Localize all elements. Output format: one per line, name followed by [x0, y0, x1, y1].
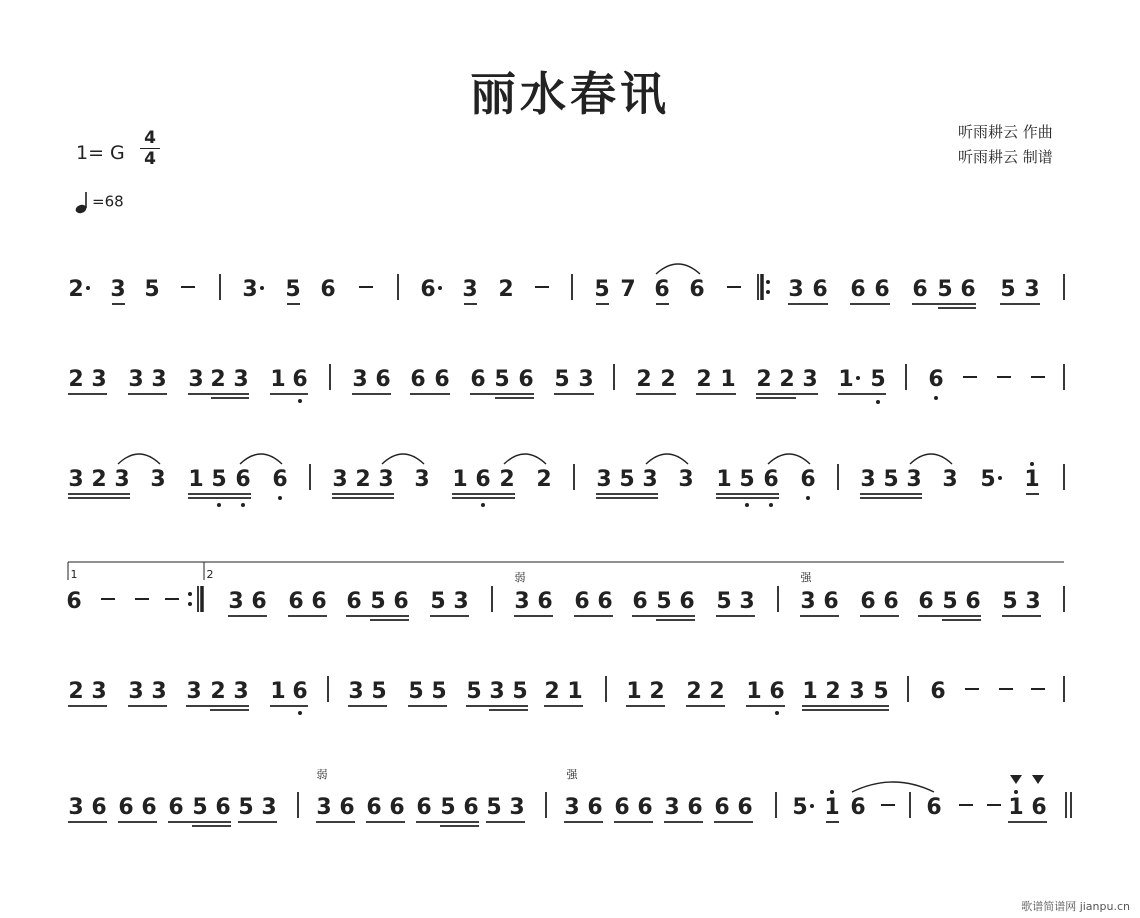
- note: 5: [370, 589, 386, 614]
- note: 3: [233, 367, 249, 392]
- note: 6: [292, 367, 308, 392]
- note: 6: [288, 589, 304, 614]
- augmentation-dot: [810, 804, 814, 808]
- note: 6: [91, 795, 107, 820]
- composer: 听雨耕云 作曲: [958, 123, 1053, 141]
- note: 6: [463, 795, 479, 820]
- note: 6: [235, 467, 251, 492]
- note: 5: [430, 589, 446, 614]
- note: 1: [452, 467, 468, 492]
- augmentation-dot: [998, 476, 1002, 480]
- note: 6: [470, 367, 486, 392]
- note: 6: [763, 467, 779, 492]
- note: 3: [150, 467, 166, 492]
- note: 3: [514, 589, 530, 614]
- note: 6: [632, 589, 648, 614]
- note: 2: [68, 679, 84, 704]
- note: 2: [68, 367, 84, 392]
- note: 3: [242, 277, 258, 302]
- note: 5: [656, 589, 672, 614]
- octave-dot: [806, 496, 810, 500]
- note: 5: [408, 679, 424, 704]
- note: 3: [802, 367, 818, 392]
- note: 6: [574, 589, 590, 614]
- octave-dot: [745, 503, 749, 507]
- octave-dot: [1014, 790, 1018, 794]
- note: 6: [518, 367, 534, 392]
- note: 6: [311, 589, 327, 614]
- note: 5: [619, 467, 635, 492]
- octave-dot: [775, 711, 779, 715]
- note: 5: [883, 467, 899, 492]
- note: 3: [188, 367, 204, 392]
- note: 1: [270, 679, 286, 704]
- note: 1: [824, 795, 840, 820]
- slur: [504, 454, 546, 464]
- note: 2: [498, 277, 514, 302]
- note: 6: [614, 795, 630, 820]
- note: 3: [596, 467, 612, 492]
- note: 3: [906, 467, 922, 492]
- note: 2: [756, 367, 772, 392]
- note: 6: [118, 795, 134, 820]
- note: 6: [366, 795, 382, 820]
- note: 6: [714, 795, 730, 820]
- note: 6: [346, 589, 362, 614]
- note: 6: [965, 589, 981, 614]
- note: 3: [453, 589, 469, 614]
- note: 5: [285, 277, 301, 302]
- note: 1: [746, 679, 762, 704]
- note: 2: [210, 367, 226, 392]
- note: 3: [664, 795, 680, 820]
- note: 5: [554, 367, 570, 392]
- time-numerator: 4: [144, 128, 156, 148]
- note: 2: [825, 679, 841, 704]
- note: 6: [769, 679, 785, 704]
- note: 1: [270, 367, 286, 392]
- slur: [910, 454, 952, 464]
- note: 3: [151, 367, 167, 392]
- slur: [118, 454, 160, 464]
- note: 5: [937, 277, 953, 302]
- note: 6: [251, 589, 267, 614]
- note: 3: [849, 679, 865, 704]
- note: 5: [486, 795, 502, 820]
- note: 6: [918, 589, 934, 614]
- slur: [768, 454, 810, 464]
- note: 6: [926, 795, 942, 820]
- note: 6: [1031, 795, 1047, 820]
- note: 2: [779, 367, 795, 392]
- note: 3: [352, 367, 368, 392]
- note: 6: [416, 795, 432, 820]
- octave-dot: [481, 503, 485, 507]
- repeat-dot: [766, 280, 770, 284]
- note: 6: [637, 795, 653, 820]
- note: 6: [737, 795, 753, 820]
- note: 2: [536, 467, 552, 492]
- octave-dot: [934, 396, 938, 400]
- slur: [382, 454, 424, 464]
- note: 5: [512, 679, 528, 704]
- note: 3: [860, 467, 876, 492]
- note: 6: [272, 467, 288, 492]
- note: 6: [689, 277, 705, 302]
- note: 2: [649, 679, 665, 704]
- note: 7: [620, 277, 636, 302]
- slur: [852, 782, 934, 792]
- note: 6: [410, 367, 426, 392]
- note: 1: [838, 367, 854, 392]
- note: 6: [912, 277, 928, 302]
- key-signature: 1= G: [76, 142, 125, 164]
- note: 6: [389, 795, 405, 820]
- note: 6: [597, 589, 613, 614]
- note: 6: [168, 795, 184, 820]
- octave-dot: [241, 503, 245, 507]
- note: 6: [339, 795, 355, 820]
- note: 6: [654, 277, 670, 302]
- note: 6: [292, 679, 308, 704]
- note: 5: [739, 467, 755, 492]
- note: 6: [800, 467, 816, 492]
- octave-dot: [298, 399, 302, 403]
- note: 1: [716, 467, 732, 492]
- note: 6: [434, 367, 450, 392]
- note: 6: [475, 467, 491, 492]
- note: 3: [316, 795, 332, 820]
- note: 6: [537, 589, 553, 614]
- note: 3: [414, 467, 430, 492]
- augmentation-dot: [260, 286, 264, 290]
- note: 6: [850, 277, 866, 302]
- note: 1: [802, 679, 818, 704]
- note: 2: [660, 367, 676, 392]
- note: 3: [91, 367, 107, 392]
- note: 5: [238, 795, 254, 820]
- note: 5: [371, 679, 387, 704]
- note: 6: [320, 277, 336, 302]
- note: 5: [980, 467, 996, 492]
- watermark: 歌谱简谱网 jianpu.cn: [1021, 900, 1130, 913]
- octave-dot: [278, 496, 282, 500]
- note: 3: [348, 679, 364, 704]
- note: 2: [210, 679, 226, 704]
- note: 6: [141, 795, 157, 820]
- note: 5: [211, 467, 227, 492]
- note: 6: [850, 795, 866, 820]
- augmentation-dot: [856, 376, 860, 380]
- octave-dot: [769, 503, 773, 507]
- dynamic-strong-2: 强: [566, 768, 578, 781]
- note: 3: [91, 679, 107, 704]
- note: 3: [1024, 277, 1040, 302]
- note: 6: [215, 795, 231, 820]
- note: 5: [1002, 589, 1018, 614]
- volta-1: 1: [70, 568, 78, 581]
- note: 3: [489, 679, 505, 704]
- octave-dot: [1030, 462, 1034, 466]
- note: 6: [930, 679, 946, 704]
- note: 5: [873, 679, 889, 704]
- note: 6: [823, 589, 839, 614]
- octave-dot: [876, 400, 880, 404]
- slur: [646, 454, 688, 464]
- note: 3: [564, 795, 580, 820]
- note: 2: [499, 467, 515, 492]
- note: 6: [812, 277, 828, 302]
- note: 3: [642, 467, 658, 492]
- note: 6: [860, 589, 876, 614]
- note: 1: [567, 679, 583, 704]
- note: 3: [509, 795, 525, 820]
- dynamic-weak-2: 弱: [316, 768, 328, 781]
- note: 5: [594, 277, 610, 302]
- repeat-dot: [188, 602, 192, 606]
- note: 5: [792, 795, 808, 820]
- note: 3: [788, 277, 804, 302]
- note: 5: [440, 795, 456, 820]
- note: 6: [928, 367, 944, 392]
- note: 3: [739, 589, 755, 614]
- note: 3: [128, 367, 144, 392]
- note: 2: [68, 277, 84, 302]
- arranger: 听雨耕云 制谱: [958, 148, 1053, 166]
- note: 2: [544, 679, 560, 704]
- note: 1: [188, 467, 204, 492]
- note: 5: [144, 277, 160, 302]
- note: 6: [874, 277, 890, 302]
- note: 2: [355, 467, 371, 492]
- note: 6: [66, 589, 82, 614]
- note: 3: [378, 467, 394, 492]
- accent-icon: [1032, 775, 1044, 784]
- note: 6: [420, 277, 436, 302]
- note: 3: [68, 795, 84, 820]
- octave-dot: [217, 503, 221, 507]
- note: 5: [466, 679, 482, 704]
- note: 2: [696, 367, 712, 392]
- note: 6: [960, 277, 976, 302]
- volta-2: 2: [206, 568, 214, 581]
- note: 5: [870, 367, 886, 392]
- repeat-dot: [188, 592, 192, 596]
- score-title: 丽水春讯: [470, 67, 670, 121]
- note: 2: [636, 367, 652, 392]
- note: 5: [494, 367, 510, 392]
- time-denominator: 4: [140, 148, 160, 169]
- note: 3: [110, 277, 126, 302]
- note: 3: [233, 679, 249, 704]
- slur: [240, 454, 282, 464]
- note: 3: [151, 679, 167, 704]
- note: 6: [687, 795, 703, 820]
- accent-icon: [1010, 775, 1022, 784]
- note: 6: [375, 367, 391, 392]
- note: 1: [1024, 467, 1040, 492]
- note: 5: [716, 589, 732, 614]
- note: 6: [679, 589, 695, 614]
- augmentation-dot: [438, 286, 442, 290]
- tempo-value: =68: [92, 192, 124, 211]
- slur: [656, 264, 700, 274]
- note: 3: [128, 679, 144, 704]
- note: 3: [228, 589, 244, 614]
- note: 3: [942, 467, 958, 492]
- note: 1: [1008, 795, 1024, 820]
- note: 2: [91, 467, 107, 492]
- repeat-dot: [766, 290, 770, 294]
- note: 3: [261, 795, 277, 820]
- note: 3: [186, 679, 202, 704]
- note: 3: [678, 467, 694, 492]
- note: 2: [686, 679, 702, 704]
- note: 3: [578, 367, 594, 392]
- note: 5: [1000, 277, 1016, 302]
- note: 1: [720, 367, 736, 392]
- note: 3: [462, 277, 478, 302]
- note: 3: [114, 467, 130, 492]
- dynamic-strong: 强: [800, 571, 812, 584]
- note: 6: [883, 589, 899, 614]
- note: 5: [431, 679, 447, 704]
- note: 3: [1025, 589, 1041, 614]
- octave-dot: [298, 711, 302, 715]
- augmentation-dot: [86, 286, 90, 290]
- note: 5: [192, 795, 208, 820]
- note: 5: [942, 589, 958, 614]
- note: 3: [800, 589, 816, 614]
- note: 2: [709, 679, 725, 704]
- dynamic-weak: 弱: [514, 571, 526, 584]
- note: 6: [587, 795, 603, 820]
- note: 3: [332, 467, 348, 492]
- octave-dot: [830, 790, 834, 794]
- note: 3: [68, 467, 84, 492]
- note: 6: [393, 589, 409, 614]
- note: 1: [626, 679, 642, 704]
